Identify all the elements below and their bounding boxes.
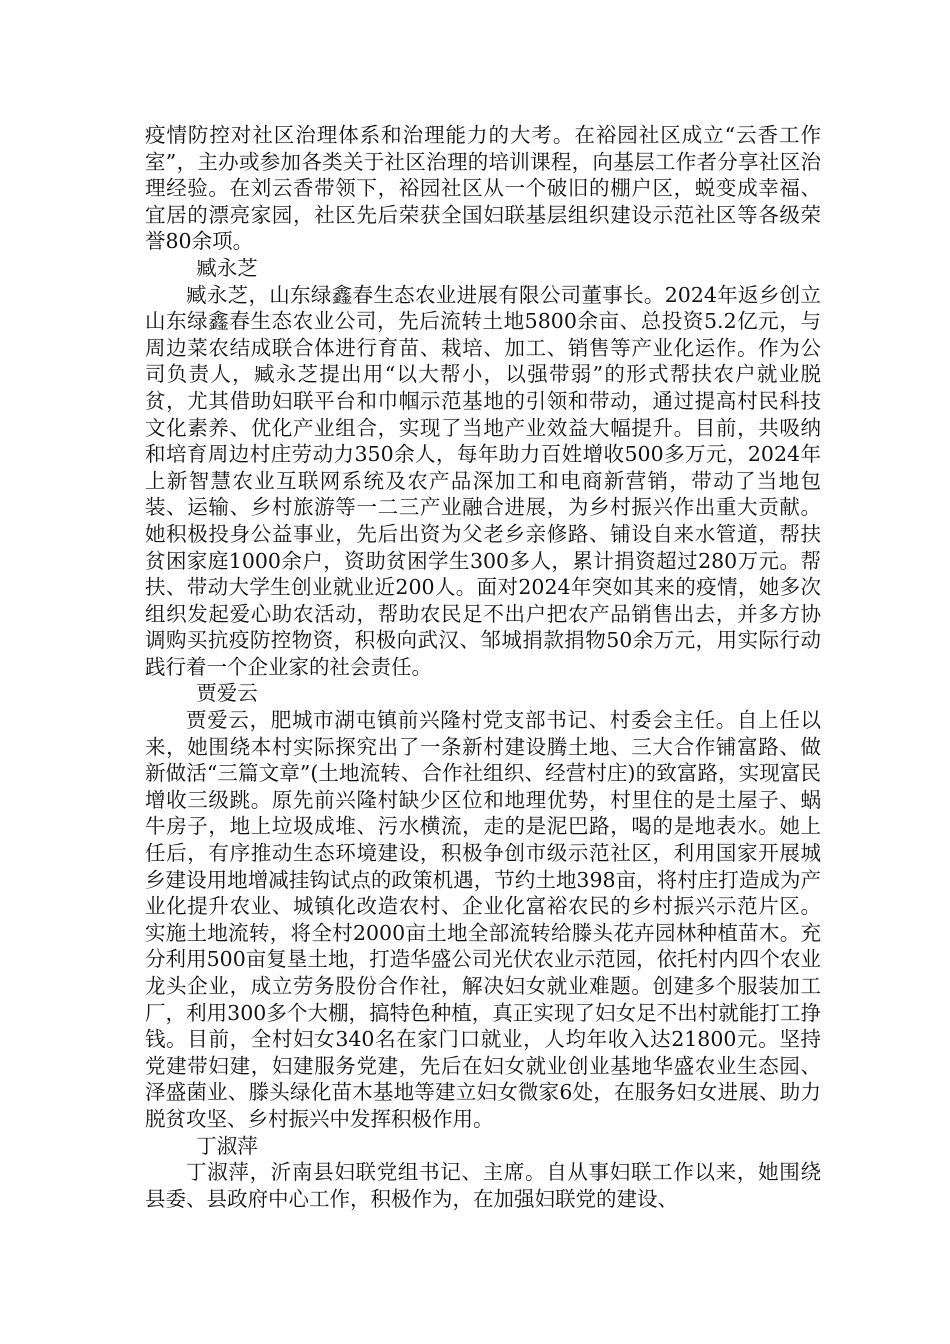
- paragraph-community-governance: 疫情防控对社区治理体系和治理能力的大考。在裕园社区成立“云香工作室”，主办或参加各类关于社区治理的培训课程，向基层工作者分享社区治理经验。在刘云香带领下，裕园社区从一个破旧的棚户区，蜕变成幸福、宜居的漂亮家园，社区先后荣获全国妇联基层组织建设示范社区等各级荣誉80余项。: [145, 123, 821, 254]
- person-heading-jia-aiyun: 贾爱云: [196, 681, 258, 706]
- paragraph-jia-aiyun: 贾爱云，肥城市湖屯镇前兴隆村党支部书记、村委会主任。自上任以来，她围绕本村实际探究出了一条新村建设腾土地、三大合作铺富路、做新做活“三篇文章”(土地流转、合作社组织、经营村庄)的致富路，实现富民增收三级跳。原先前兴隆村缺少区位和地理优势，村里住的是土屋子、蜗牛房子，地上垃圾成堆、污水横流，走的是泥巴路，喝的是地表水。她上任后，有序推动生态环境建设，积极争创市级示范社区，利用国家开展城乡建设用地增减挂钩试点的政策机遇，节约土地398亩，将村庄打造成为产业化提升农业、城镇化改造农村、企业化富裕农民的乡村振兴示范片区。实施土地流转，将全村2000亩土地全部流转给滕头花卉园林种植苗木。充分利用500亩复垦土地，打造华盛公司光伏农业示范园，依托村内四个农业龙头企业，成立劳务股份合作社，解决妇女就业难题。创建多个服装加工厂，利用300多个大棚，搞特色种植，真正实现了妇女足不出村就能打工挣钱。目前，全村妇女340名在家门口就业，人均年收入达21800元。坚持党建带妇建，妇建服务党建，先后在妇女就业创业基地华盛农业生态园、泽盛菌业、滕头绿化苗木基地等建立妇女微家6处，在服务妇女进展、助力脱贫攻坚、乡村振兴中发挥积极作用。: [145, 708, 821, 1131]
- person-heading-ding-shuping: 丁淑萍: [196, 1133, 258, 1158]
- person-heading-zang-yongzhi: 臧永芝: [196, 255, 258, 280]
- document-body: [145, 122, 821, 1212]
- paragraph-zang-yongzhi: 臧永芝，山东绿鑫春生态农业进展有限公司董事长。2024年返乡创立山东绿鑫春生态农业公司，先后流转土地5800余亩、总投资5.2亿元，与周边菜农结成联合体进行育苗、栽培、加工、销售等产业化运作。作为公司负责人，臧永芝提出用“以大帮小，以强带弱”的形式帮扶农户就业脱贫，尤其借助妇联平台和巾帼示范基地的引领和带动，通过提高村民科技文化素养、优化产业组合，实现了当地产业效益大幅提升。目前，共吸纳和培育周边村庄劳动力350余人，每年助力百姓增收500多万元，2024年上新智慧农业互联网系统及农产品深加工和电商新营销，带动了当地包装、运输、乡村旅游等一二三产业融合进展，为乡村振兴作出重大贡献。她积极投身公益事业，先后出资为父老乡亲修路、铺设自来水管道，帮扶贫困家庭1000余户，资助贫困学生300多人，累计捐资超过280万元。帮扶、带动大学生创业就业近200人。面对2024年突如其来的疫情，她多次组织发起爱心助农活动，帮助农民足不出户把农产品销售出去，并多方协调购买抗疫防控物资，积极向武汉、邹城捐款捐物50余万元，用实际行动践行着一个企业家的社会责任。: [145, 282, 821, 679]
- paragraph-ding-shuping: 丁淑萍，沂南县妇联党组书记、主席。自从事妇联工作以来，她围绕县委、县政府中心工作，积极作为，在加强妇联党的建设、: [145, 1160, 821, 1211]
